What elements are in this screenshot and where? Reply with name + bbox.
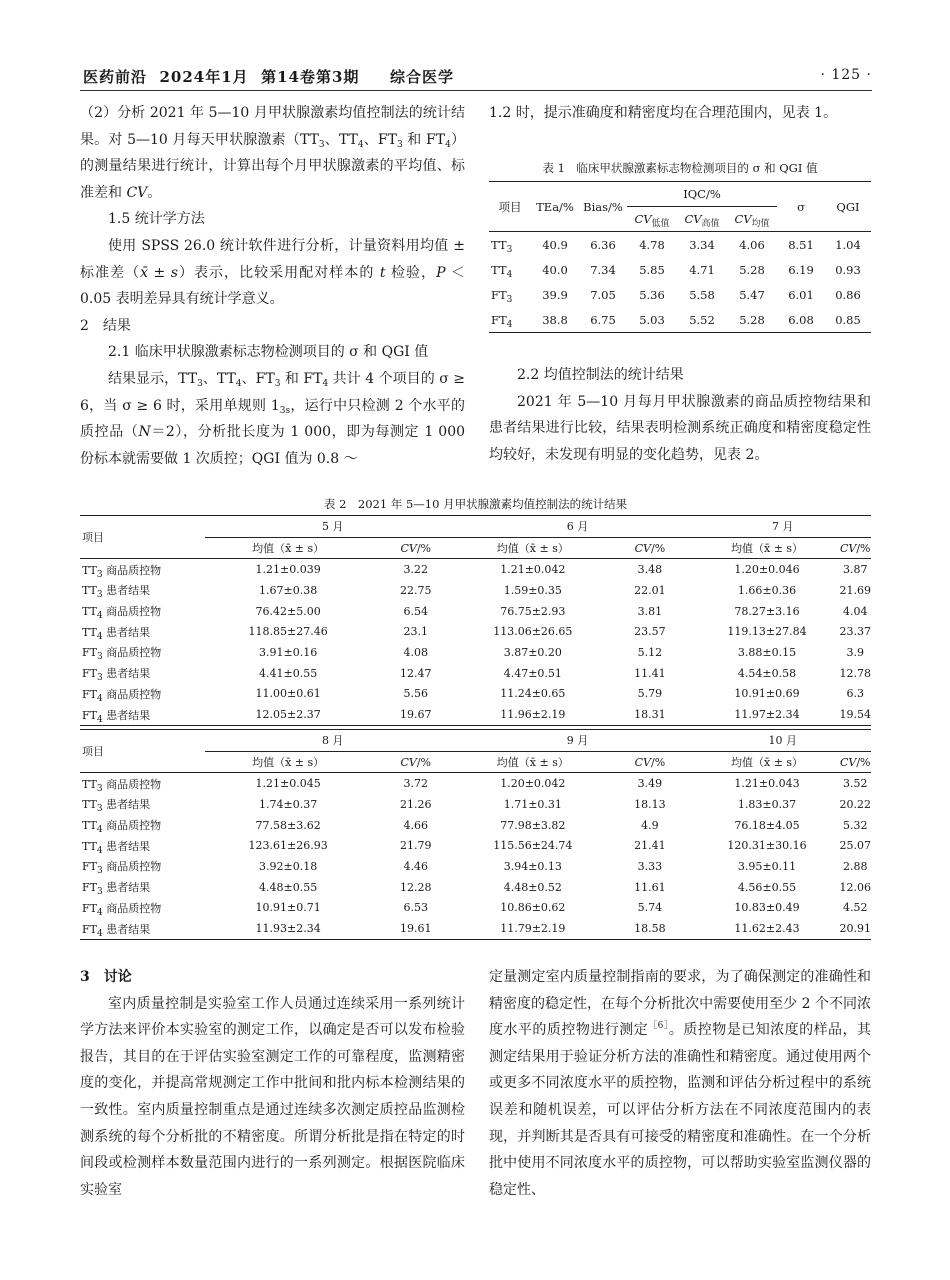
t1-cell-low: 4.78	[639, 237, 665, 252]
discussion-right	[489, 964, 871, 1203]
t1-cell-item: $TT_4$	[491, 262, 513, 280]
t1-cell-high: 5.52	[689, 312, 715, 327]
t2-row-label: $TT_3$ 患者结果	[82, 798, 151, 815]
t2-cell: 1.66±0.36	[737, 583, 797, 597]
t2-head-cv: CV/%	[840, 537, 872, 559]
t2-cell: 23.1	[403, 625, 428, 639]
t2-cell: 12.05±2.37	[255, 708, 321, 722]
t2-cell: 2.88	[843, 859, 868, 873]
t2-row	[80, 642, 871, 663]
heading-2-2: 2.2 均值控制法的统计结果	[517, 367, 684, 383]
t2-cell: 22.01	[634, 583, 666, 597]
t2-cell: 11.96±2.19	[500, 708, 566, 722]
header-rule	[80, 90, 872, 91]
t2-cell: 11.61	[634, 880, 666, 894]
t2-cell: 1.21±0.042	[500, 563, 566, 577]
t2-cell: 11.41	[634, 666, 666, 680]
t2-cell: 3.9	[846, 645, 864, 659]
t1-row	[489, 257, 871, 282]
t2-cell: 12.78	[839, 666, 871, 680]
t2-head-mean: 均值（x̄ ± s）	[695, 537, 840, 559]
t2-cell: 23.57	[634, 625, 666, 639]
t2-cell: 78.27±3.16	[734, 604, 800, 618]
t2-row	[80, 580, 871, 601]
t2-cell: 3.95±0.11	[737, 859, 797, 873]
t2-head-cv: CV/%	[605, 751, 694, 773]
t2-cell: 10.91±0.69	[734, 687, 800, 701]
t1-head-item: 项目	[489, 182, 531, 232]
t2-cell: 10.83±0.49	[734, 901, 800, 915]
t1-cell-tea: 40.0	[542, 262, 568, 277]
t1-cell-high: 3.34	[689, 237, 715, 252]
t2-row	[80, 815, 871, 836]
t2-head-month: 6 月	[460, 516, 694, 538]
t2-row	[80, 856, 871, 877]
t2-cell: 6.3	[846, 687, 864, 701]
t2-cell: 1.20±0.046	[734, 563, 800, 577]
t2-head-item: 项目	[80, 516, 205, 559]
t2-cell: 20.22	[839, 797, 871, 811]
t2-row	[80, 601, 871, 622]
t2-cell: 11.79±2.19	[500, 922, 566, 936]
t2-cell: 19.67	[399, 708, 432, 722]
journal-header: 医药前沿 2024年1月 第14卷第3期	[83, 68, 360, 86]
paragraph-stats: 使用 SPSS 26.0 统计软件进行分析，计量资料用均值 ± 标准差（x̄ ± s）表示，比较采用配对样本的 t 检验，P ＜ 0.05 表明差异具有统计学意义。	[80, 237, 466, 308]
t1-cell-item: $FT_3$	[491, 287, 513, 305]
t2-cell: 123.61±26.93	[248, 839, 328, 853]
t2-cell: 4.08	[403, 645, 428, 659]
t2-row	[80, 559, 871, 580]
t2-cell: 3.92±0.18	[259, 859, 318, 873]
t1-head-qgi: QGI	[825, 182, 871, 232]
paragraph-results: 结果显示，$TT_3$、$TT_4$、$FT_3$ 和 $FT_4$ 共计 4 个项目的 σ ≥ 6，当 σ ≥ 6 时，采用单规则 $1_{3s}$，运行中只检测 2 个水平的质控品（N＝2），分析批长度为 1 000，即为每测定 1 000 份标本就需要做 1 次质控；QGI 值为 0.8 ～	[80, 370, 466, 467]
t2-cell: 119.13±27.84	[727, 625, 807, 639]
t2-cell: 18.13	[634, 797, 666, 811]
t2-cell: 1.59±0.35	[503, 583, 562, 597]
t2-cell: 21.26	[399, 797, 432, 811]
t2-cell: 1.20±0.042	[500, 777, 566, 791]
t2-cell: 76.42±5.00	[255, 604, 321, 618]
heading-discussion: 3 讨论	[80, 969, 132, 985]
t2-cell: 1.21±0.043	[734, 777, 800, 791]
t2-cell: 5.74	[637, 901, 663, 915]
table2-block-may-jul	[80, 515, 871, 726]
t2-cell: 77.98±3.82	[500, 818, 566, 832]
t2-head-mean: 均值（x̄ ± s）	[205, 751, 371, 773]
t2-cell: 19.54	[839, 708, 871, 722]
t2-cell: 3.22	[403, 563, 428, 577]
t1-head-sigma: σ	[777, 182, 825, 232]
t2-cell: 120.31±30.16	[727, 839, 807, 853]
t1-cell-qgi: 1.04	[835, 237, 861, 252]
table2-block-aug-oct	[80, 729, 871, 940]
t2-cell: 1.67±0.38	[259, 583, 318, 597]
t2-cell: 3.52	[843, 777, 868, 791]
t2-head-mean: 均值（x̄ ± s）	[460, 537, 605, 559]
t2-row-label: $TT_4$ 患者结果	[82, 839, 151, 856]
t2-head-cv: CV/%	[371, 537, 460, 559]
t1-cell-qgi: 0.86	[835, 287, 861, 302]
t2-row-label: $TT_3$ 患者结果	[82, 584, 151, 601]
t2-head-mean: 均值（x̄ ± s）	[695, 751, 840, 773]
t2-cell: 5.32	[843, 818, 868, 832]
t1-row	[489, 307, 871, 333]
t1-cell-tea: 40.9	[542, 237, 568, 252]
t2-cell: 1.21±0.045	[255, 777, 321, 791]
right-column-top	[489, 100, 871, 127]
t1-cell-high: 5.58	[689, 287, 715, 302]
t1-cell-low: 5.85	[639, 262, 665, 277]
citation-ref: ［6］	[648, 1021, 669, 1032]
t1-cell-tea: 39.9	[542, 287, 568, 302]
table2-caption: 表 2 2021 年 5—10 月甲状腺激素均值控制法的统计结果	[323, 497, 628, 511]
t2-cell: 18.58	[634, 922, 666, 936]
t2-row	[80, 918, 871, 939]
t2-cell: 4.47±0.51	[503, 666, 562, 680]
t2-cell: 3.87±0.20	[503, 645, 562, 659]
t2-cell: 23.37	[839, 625, 871, 639]
t2-cell: 6.53	[403, 901, 428, 915]
t2-cell: 4.04	[843, 604, 868, 618]
heading-1-5: 1.5 统计学方法	[108, 211, 205, 228]
t2-cell: 3.94±0.13	[503, 859, 562, 873]
t2-cell: 4.66	[403, 818, 428, 832]
t1-cell-item: $FT_4$	[491, 312, 513, 330]
t2-cell: 5.12	[637, 645, 663, 659]
t1-cell-sigma: 6.19	[788, 262, 814, 277]
t2-row	[80, 663, 871, 684]
t2-head-item: 项目	[80, 730, 205, 773]
t2-cell: 21.41	[634, 839, 666, 853]
t2-cell: 113.06±26.65	[493, 625, 573, 639]
t2-row	[80, 704, 871, 725]
t2-row	[80, 835, 871, 856]
t2-cell: 77.58±3.62	[255, 818, 321, 832]
t2-cell: 11.00±0.61	[255, 687, 321, 701]
heading-results: 2 结果	[80, 317, 131, 334]
t1-cell-sigma: 6.01	[788, 287, 814, 302]
t2-cell: 12.47	[399, 666, 432, 680]
t2-cell: 11.93±2.34	[255, 922, 321, 936]
t2-head-cv: CV/%	[840, 751, 872, 773]
t1-cell-low: 5.36	[639, 287, 665, 302]
paragraph-mean-control: 2021 年 5—10 月每月甲状腺激素的商品质控物结果和患者结果进行比较，结果表明检测系统正确度和精密度稳定性均较好，未发现有明显的变化趋势，见表 2。	[489, 393, 871, 463]
t2-row-label: $FT_4$ 商品质控物	[82, 901, 162, 918]
t1-row	[489, 282, 871, 307]
t2-row-label: $TT_4$ 患者结果	[82, 625, 151, 642]
t2-row-label: $TT_4$ 商品质控物	[82, 819, 162, 836]
t2-head-month: 5 月	[205, 516, 460, 538]
t2-head-month: 7 月	[695, 516, 871, 538]
table1	[489, 181, 871, 333]
t1-head-cv-low: $CV_{低值}$	[627, 207, 677, 232]
t2-cell: 3.81	[637, 604, 663, 618]
t2-cell: 1.21±0.039	[255, 563, 321, 577]
right-column-lower	[489, 362, 871, 468]
t2-cell: 1.83±0.37	[737, 797, 797, 811]
t2-cell: 3.33	[637, 859, 663, 873]
t2-cell: 20.91	[839, 922, 871, 936]
t2-row-label: $FT_4$ 患者结果	[82, 922, 151, 939]
t2-cell: 18.31	[634, 708, 666, 722]
t2-cell: 10.86±0.62	[500, 901, 566, 915]
t1-cell-bias: 6.36	[590, 237, 616, 252]
t2-row-label: $TT_3$ 商品质控物	[82, 563, 162, 580]
left-column-upper	[80, 100, 465, 472]
t1-head-bias: Bias/%	[579, 182, 627, 232]
t1-cell-mean: 5.28	[739, 262, 765, 277]
t1-cell-qgi: 0.93	[835, 262, 861, 277]
t2-cell: 118.85±27.46	[248, 625, 328, 639]
t1-cell-mean: 5.28	[739, 312, 765, 327]
t2-head-month: 9 月	[460, 730, 694, 752]
t1-head-tea: TEa/%	[531, 182, 579, 232]
t2-cell: 6.54	[403, 604, 428, 618]
t2-cell: 1.71±0.31	[503, 797, 562, 811]
t2-cell: 4.54±0.58	[737, 666, 797, 680]
paragraph-discussion-1: 室内质量控制是实验室工作人员通过连续采用一系列统计学方法来评价本实验室的测定工作，以确定是否可以发布检验报告，其目的在于评估实验室测定工作的可靠程度，监测精密度的变化，并提高常规测定工作中批间和批内标本检测结果的一致性。室内质量控制重点是通过连续多次测定质控品监测检测系统的每个分析批的不精密度。所谓分析批是指在特定的时间段或检测样本数量范围内进行的一系列测定。根据医院临床实验室	[80, 995, 465, 1198]
t2-row-label: $TT_3$ 商品质控物	[82, 777, 162, 794]
t2-row	[80, 877, 871, 898]
t2-cell: 3.48	[637, 563, 663, 577]
t1-row	[489, 232, 871, 258]
t1-cell-bias: 7.34	[590, 262, 616, 277]
section-title: 综合医学	[390, 68, 455, 86]
t2-cell: 21.69	[839, 583, 871, 597]
t2-cell: 4.9	[641, 818, 659, 832]
t2-cell: 19.61	[399, 922, 432, 936]
t2-row-label: $FT_3$ 患者结果	[82, 881, 151, 898]
t2-cell: 4.48±0.55	[259, 880, 318, 894]
t1-head-cv-high: $CV_{高值}$	[677, 207, 727, 232]
t2-cell: 1.74±0.37	[259, 797, 318, 811]
t2-row-label: $FT_3$ 商品质控物	[82, 860, 162, 877]
t2-cell: 11.62±2.43	[734, 922, 800, 936]
t2-head-cv: CV/%	[371, 751, 460, 773]
t2-head-month: 8 月	[205, 730, 460, 752]
t1-cell-sigma: 8.51	[788, 237, 814, 252]
t2-cell: 4.46	[403, 859, 428, 873]
t2-row-label: $TT_4$ 商品质控物	[82, 605, 162, 622]
t2-cell: 11.24±0.65	[500, 687, 566, 701]
t2-row-label: $FT_4$ 商品质控物	[82, 687, 162, 704]
t2-row-label: $FT_3$ 商品质控物	[82, 646, 162, 663]
t2-cell: 115.56±24.74	[493, 839, 573, 853]
t1-cell-qgi: 0.85	[835, 312, 861, 327]
t2-cell: 4.52	[843, 901, 868, 915]
heading-2-1: 2.1 临床甲状腺激素标志物检测项目的 σ 和 QGI 值	[108, 344, 429, 361]
t2-cell: 12.28	[399, 880, 432, 894]
t2-row	[80, 773, 871, 794]
t2-row-label: $FT_3$ 患者结果	[82, 667, 151, 684]
discussion-left	[80, 964, 465, 1203]
t1-cell-high: 4.71	[689, 262, 715, 277]
paragraph-continuation: 1.2 时，提示准确度和精密度均在合理范围内，见表 1。	[489, 105, 838, 121]
t2-head-mean: 均值（x̄ ± s）	[460, 751, 605, 773]
t2-head-cv: CV/%	[605, 537, 694, 559]
t1-cell-mean: 5.47	[739, 287, 765, 302]
table1-caption: 表 1 临床甲状腺激素标志物检测项目的 σ 和 QGI 值	[542, 161, 818, 175]
t2-cell: 25.07	[839, 839, 871, 853]
t2-head-mean: 均值（x̄ ± s）	[205, 537, 371, 559]
t1-cell-bias: 7.05	[590, 287, 616, 302]
t2-cell: 3.91±0.16	[259, 645, 318, 659]
t2-row	[80, 621, 871, 642]
page-number: · 125 ·	[820, 67, 872, 83]
t2-cell: 5.79	[637, 687, 663, 701]
t1-head-cv-mean: $CV_{均值}$	[727, 207, 777, 232]
t2-row	[80, 898, 871, 919]
t2-cell: 3.87	[843, 563, 868, 577]
t2-cell: 4.56±0.55	[737, 880, 797, 894]
t1-head-iqc: IQC/%	[627, 182, 777, 207]
t2-row	[80, 794, 871, 815]
t2-cell: 22.75	[399, 583, 432, 597]
t1-cell-sigma: 6.08	[788, 312, 814, 327]
t2-cell: 5.56	[403, 687, 428, 701]
t2-row	[80, 684, 871, 705]
t2-cell: 11.97±2.34	[734, 708, 800, 722]
t1-cell-bias: 6.75	[590, 312, 616, 327]
paragraph-discussion-2: 定量测定室内质量控制指南的要求，为了确保测定的准确性和精密度的稳定性，在每个分析批次中需要使用至少 2 个不同浓度水平的质控物进行测定$^{[6]}$。质控物是已知浓度的样品，其测定结果用于验证分析方法的准确性和精密度。通过使用两个或更多不同浓度水平的质控物，监测和评估分析过程中的系统误差和随机误差，可以评估分析方法在不同浓度范围内的表现，并判断其是否具有可接受的精密度和准确性。在一个分析批中使用不同浓度水平的质控物，可以帮助实验室监测仪器的稳定性、	[489, 969, 872, 1198]
t2-row-label: $FT_4$ 患者结果	[82, 708, 151, 725]
paragraph-analysis: （2）分析 2021 年 5—10 月甲状腺激素均值控制法的统计结果。对 5—10 月每天甲状腺激素（$TT_3$、$TT_4$、$FT_3$ 和 $FT_4$）的测量结果进行统计，计算出每个月甲状腺激素的平均值、标准差和 CV。	[80, 105, 466, 201]
t1-cell-tea: 38.8	[542, 312, 568, 327]
t2-cell: 21.79	[399, 839, 432, 853]
t2-cell: 76.75±2.93	[500, 604, 566, 618]
t2-cell: 10.91±0.71	[255, 901, 321, 915]
t2-cell: 12.06	[839, 880, 871, 894]
t1-cell-mean: 4.06	[739, 237, 765, 252]
t2-cell: 3.72	[403, 777, 428, 791]
t2-cell: 76.18±4.05	[734, 818, 800, 832]
t2-head-month: 10 月	[695, 730, 871, 752]
t1-cell-low: 5.03	[639, 312, 665, 327]
t1-cell-item: $TT_3$	[491, 237, 513, 255]
t2-cell: 3.49	[637, 777, 663, 791]
t2-cell: 4.41±0.55	[259, 666, 318, 680]
t2-cell: 3.88±0.15	[737, 645, 797, 659]
t2-cell: 4.48±0.52	[503, 880, 562, 894]
